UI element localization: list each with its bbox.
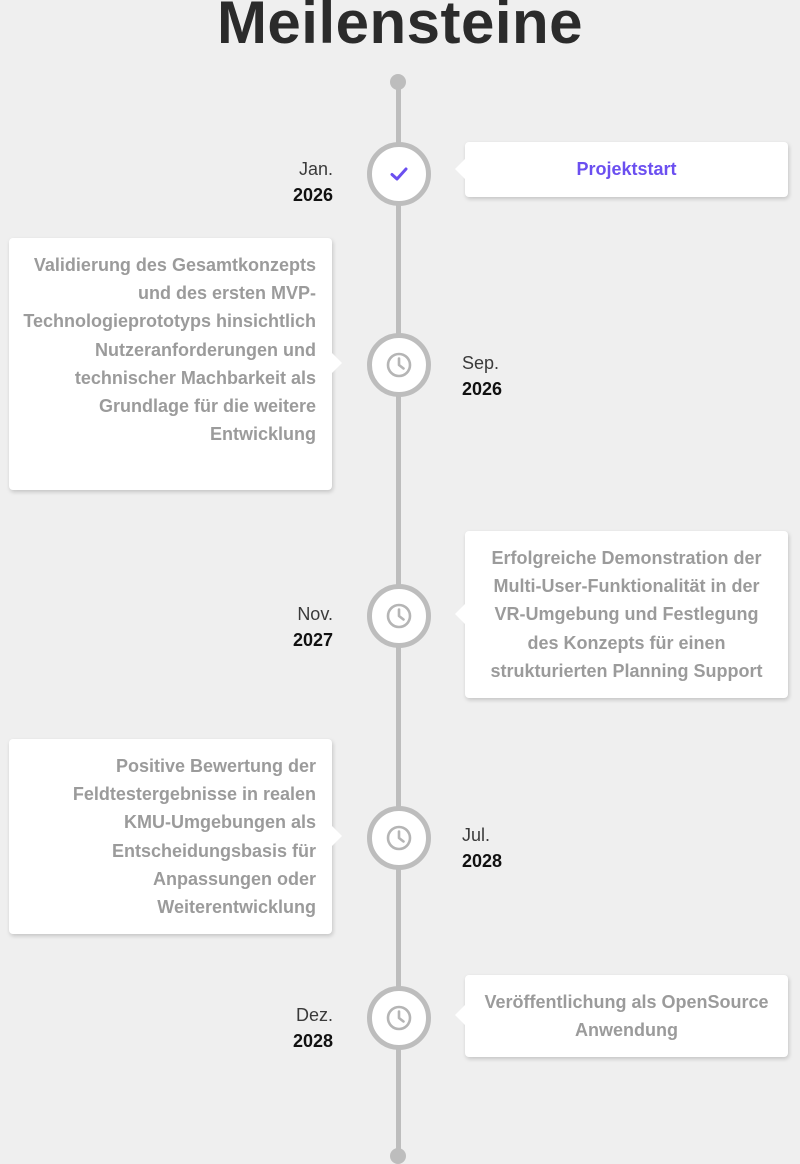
- milestone-month: Sep.: [462, 353, 500, 373]
- milestone-date: [462, 822, 612, 874]
- milestone-date: [200, 1002, 333, 1054]
- milestone-month: Nov.: [297, 604, 333, 624]
- milestone-marker-pending: [367, 584, 431, 648]
- clock-icon: [385, 602, 413, 630]
- milestone-marker-pending: [367, 333, 431, 397]
- milestone-card: [9, 238, 332, 490]
- milestone-year: 2028: [462, 851, 503, 871]
- check-icon: [388, 163, 410, 185]
- card-pointer: [332, 826, 342, 846]
- milestone-date: [462, 350, 612, 402]
- card-pointer: [455, 159, 465, 179]
- clock-icon: [385, 351, 413, 379]
- card-pointer: [455, 604, 465, 624]
- milestone-text: Validierung des Gesamtkonzepts und des ersten MVP-Technologieprototyps hinsichtlich Nutzeranforderungen und technischer Machbarkeit als Grundlage für die weitere Entwicklung: [23, 255, 316, 445]
- milestone-marker-pending: [367, 806, 431, 870]
- milestone-text: Erfolgreiche Demonstration der Multi-User-Funktionalität in der VR-Umgebung und Festlegung des Konzepts für einen strukturierten Planning Support: [490, 548, 763, 681]
- milestone-card: [9, 739, 332, 934]
- milestone-text: Veröffentlichung als OpenSource Anwendung: [484, 992, 769, 1041]
- milestone-month: Jan.: [298, 159, 333, 179]
- milestone-text: Projektstart: [576, 159, 677, 179]
- milestone-text: Positive Bewertung der Feldtestergebnisse in realen KMU-Umgebungen als Entscheidungsbasis für Anpassungen oder Weiterentwicklung: [72, 756, 316, 918]
- milestone-marker-done: [367, 142, 431, 206]
- milestone-year: 2028: [292, 1031, 333, 1051]
- timeline-end-dot: [390, 1148, 406, 1164]
- card-pointer: [455, 1005, 465, 1025]
- milestone-month: Dez.: [295, 1005, 333, 1025]
- milestone-marker-pending: [367, 986, 431, 1050]
- milestone-card: [465, 531, 788, 698]
- clock-icon: [385, 824, 413, 852]
- milestone-date: [200, 601, 333, 653]
- clock-icon: [385, 1004, 413, 1032]
- milestone-card: [465, 142, 788, 197]
- milestone-month: Jul.: [462, 825, 491, 845]
- card-pointer: [332, 353, 342, 373]
- milestone-year: 2027: [292, 630, 333, 650]
- milestone-card: [465, 975, 788, 1057]
- milestone-year: 2026: [292, 185, 333, 205]
- milestone-date: [200, 156, 333, 208]
- milestone-year: 2026: [462, 379, 503, 399]
- timeline-start-dot: [390, 74, 406, 90]
- page-title: Meilensteine: [216, 0, 584, 56]
